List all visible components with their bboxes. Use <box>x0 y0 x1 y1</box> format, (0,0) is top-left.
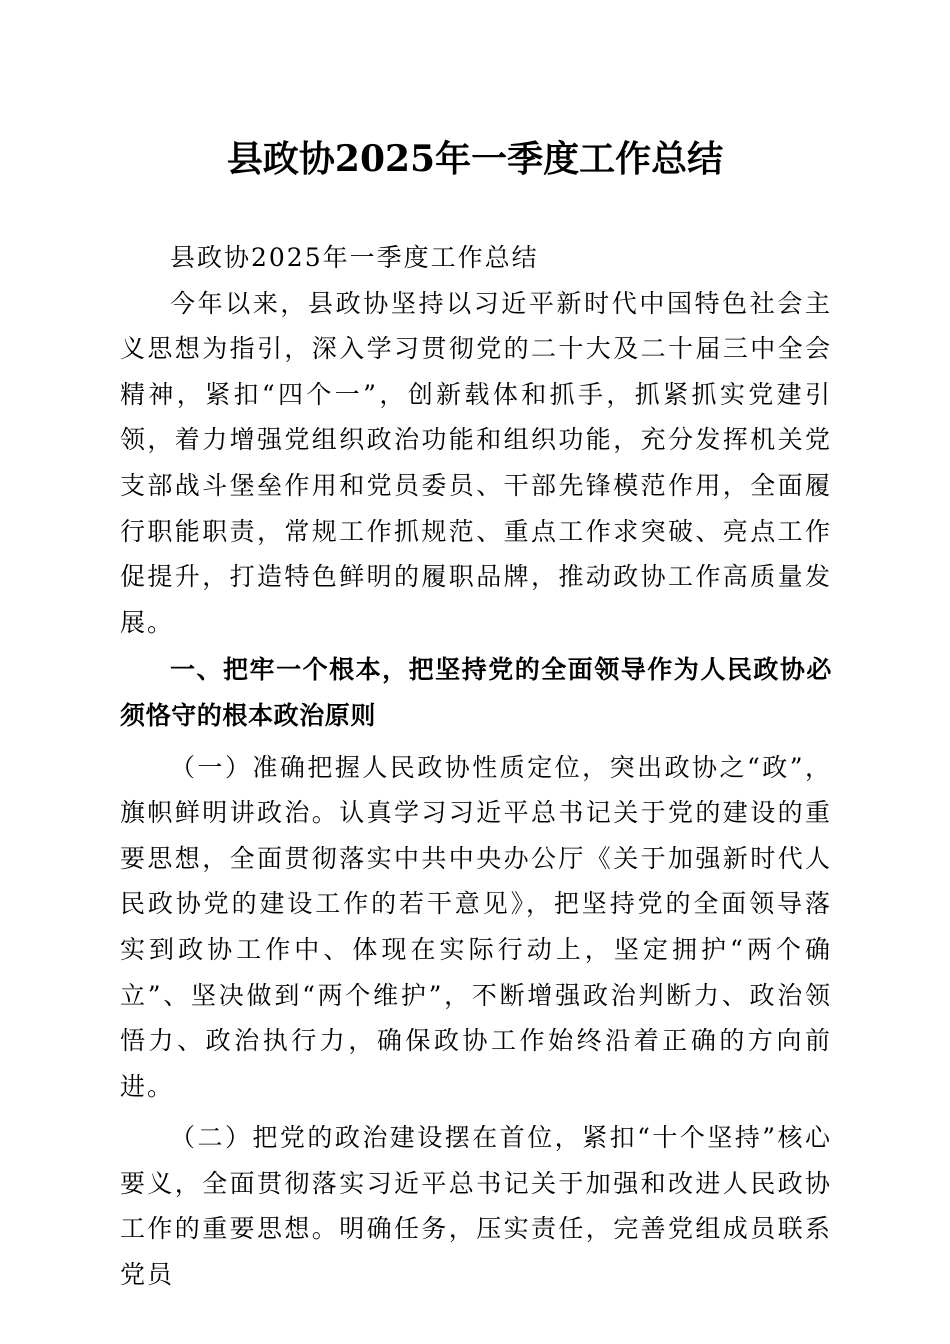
document-title: 县政协2025年一季度工作总结 <box>226 138 724 180</box>
subsection-paragraph-1: （一）准确把握人民政协性质定位，突出政协之“政”，旗帜鲜明讲政治。认真学习习近平总书记关于党的建设的重要思想，全面贯彻落实中共中央办公厅《关于加强新时代人民政协党的建设工作的若干意见》，把坚持党的全面领导落实到政协工作中、体现在实际行动上，坚定拥护“两个确立”、坚决做到“两个维护”，不断增强政治判断力、政治领悟力、政治执行力，确保政协工作始终沿着正确的方向前进。 <box>120 752 832 1101</box>
section-heading: 一、把牢一个根本，把坚持党的全面领导作为人民政协必须恪守的根本政治原则 <box>120 655 832 730</box>
document-body <box>120 235 832 1298</box>
intro-paragraph: 今年以来，县政协坚持以习近平新时代中国特色社会主义思想为指引，深入学习贯彻党的二十大及二十届三中全会精神，紧扣“四个一”，创新载体和抓手，抓紧抓实党建引领，着力增强党组织政治功能和组织功能，充分发挥机关党支部战斗堡垒作用和党员委员、干部先锋模范作用，全面履行职能职责，常规工作抓规范、重点工作求突破、亮点工作促提升，打造特色鲜明的履职品牌，推动政协工作高质量发展。 <box>120 288 832 637</box>
subsection-paragraph-2: （二）把党的政治建设摆在首位，紧扣“十个坚持”核心要义，全面贯彻落实习近平总书记关于加强和改进人民政协工作的重要思想。明确任务，压实责任，完善党组成员联系党员 <box>120 1123 832 1290</box>
subtitle-paragraph: 县政协2025年一季度工作总结 <box>170 243 539 272</box>
